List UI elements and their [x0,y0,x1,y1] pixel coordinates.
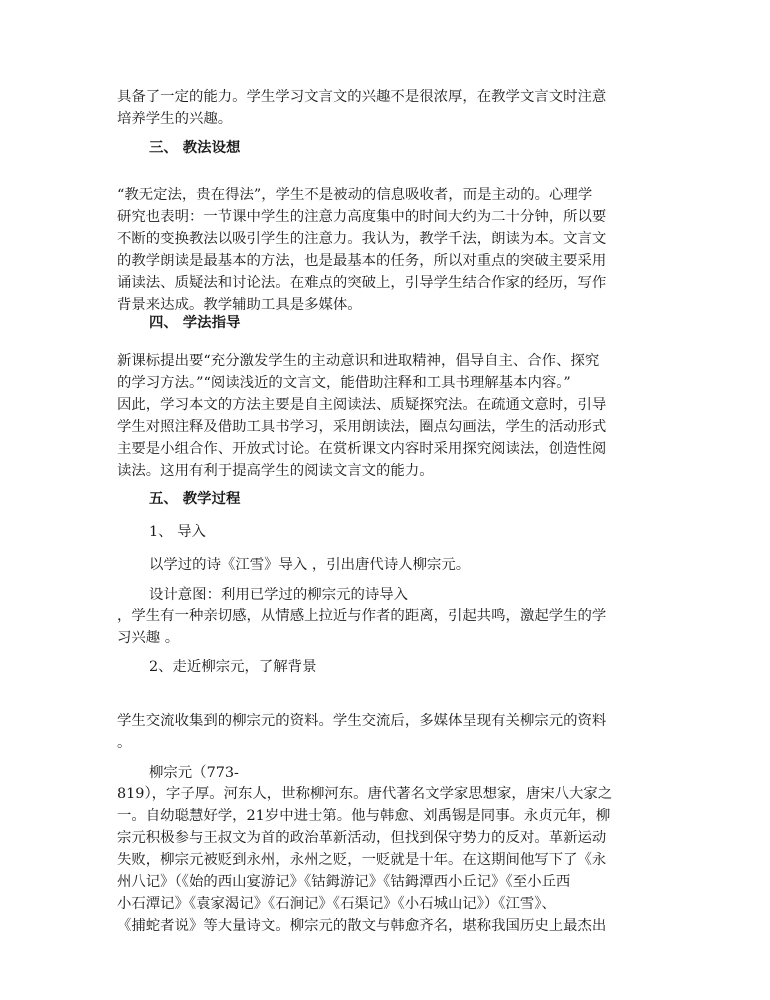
body-text-line: 学生对照注释及借助工具书学习，采用朗读法，圈点勾画法，学生的活动形式 [117,419,607,435]
body-text-line: 习兴趣 。 [117,630,180,646]
body-text-line: 。 [117,735,132,751]
body-text-line: 因此，学习本文的方法主要是自主阅读法、质疑探究法。在疏通文意时，引导 [117,397,607,413]
body-text-line: ，学生有一种亲切感，从情感上拉近与作者的距离，引起共鸣，激起学生的学 [117,608,607,624]
section-heading: 三、 教法设想 [149,139,241,156]
body-text-line: 宗元积极参与王叔文为首的政治革新活动，但找到保守势力的反对。革新运动 [117,830,607,846]
subsection-heading: 2、走近柳宗元，了解背景 [149,659,317,675]
body-text-line: 的教学朗读是最基本的方法，也是最基本的任务，所以对重点的突破主要采用 [117,253,607,269]
body-text-line: 失败，柳宗元被贬到永州，永州之贬，一贬就是十年。在这期间他写下了《永 [117,852,607,868]
body-text-line: 柳宗元（773- [149,765,239,781]
body-text-line: 学生交流收集到的柳宗元的资料。学生交流后，多媒体呈现有关柳宗元的资料 [117,713,607,729]
body-text-line: 研究也表明：一节课中学生的注意力高度集中的时间大约为二十分钟，所以要 [117,209,607,225]
body-text-line: 培养学生的兴趣。 [117,111,233,127]
body-text-line: 新课标提出要“充分激发学生的主动意识和进取精神，倡导自主、合作、探究 [117,353,600,369]
subsection-heading: 1、 导入 [149,524,206,540]
body-text-line: 小石潭记》《袁家渴记》《石涧记》《石渠记》《小石城山记》）《江雪》、 [117,896,556,912]
body-text-line: “教无定法，贵在得法”，学生不是被动的信息吸收者，而是主动的。心理学 [117,187,593,203]
section-heading: 五、 教学过程 [149,490,241,507]
body-text-line: 具备了一定的能力。学生学习文言文的兴趣不是很浓厚，在教学文言文时注意 [117,89,607,105]
body-text-line: 读法。这用有利于提高学生的阅读文言文的能力。 [117,463,434,479]
body-text-line: 819），字子厚。河东人，世称柳河东。唐代著名文学家思想家，唐宋八大家之 [117,786,613,802]
body-text-line: 《捕蛇者说》等大量诗文。柳宗元的散文与韩愈齐名，堪称我国历史上最杰出 [117,918,607,934]
body-text-line: 以学过的诗《江雪》导入 ，引出唐代诗人柳宗元。 [149,557,471,573]
body-text-line: 一。自幼聪慧好学，21岁中进士第。他与韩愈、刘禹锡是同事。永贞元年，柳 [117,808,611,824]
body-text-line: 不断的变换教法以吸引学生的注意力。我认为，教学千法，朗读为本。文言文 [117,231,607,247]
body-text-line: 设计意图：利用已学过的柳宗元的诗导入 [149,587,409,603]
body-text-line: 诵读法、质疑法和讨论法。在难点的突破上，引导学生结合作家的经历，写作 [117,275,607,291]
body-text-line: 的学习方法。”“阅读浅近的文言文，能借助注释和工具书理解基本内容。” [117,375,571,391]
body-text-line: 州八记》（《始的西山宴游记》《钴鉧游记》《钴鉧潭西小丘记》《至小丘西 [117,874,571,890]
body-text-line: 主要是小组合作、开放式讨论。在赏析课文内容时采用探究阅读法，创造性阅 [117,441,607,457]
body-text-line: 背景来达成。教学辅助工具是多媒体。 [117,297,362,313]
section-heading: 四、 学法指导 [149,314,241,331]
